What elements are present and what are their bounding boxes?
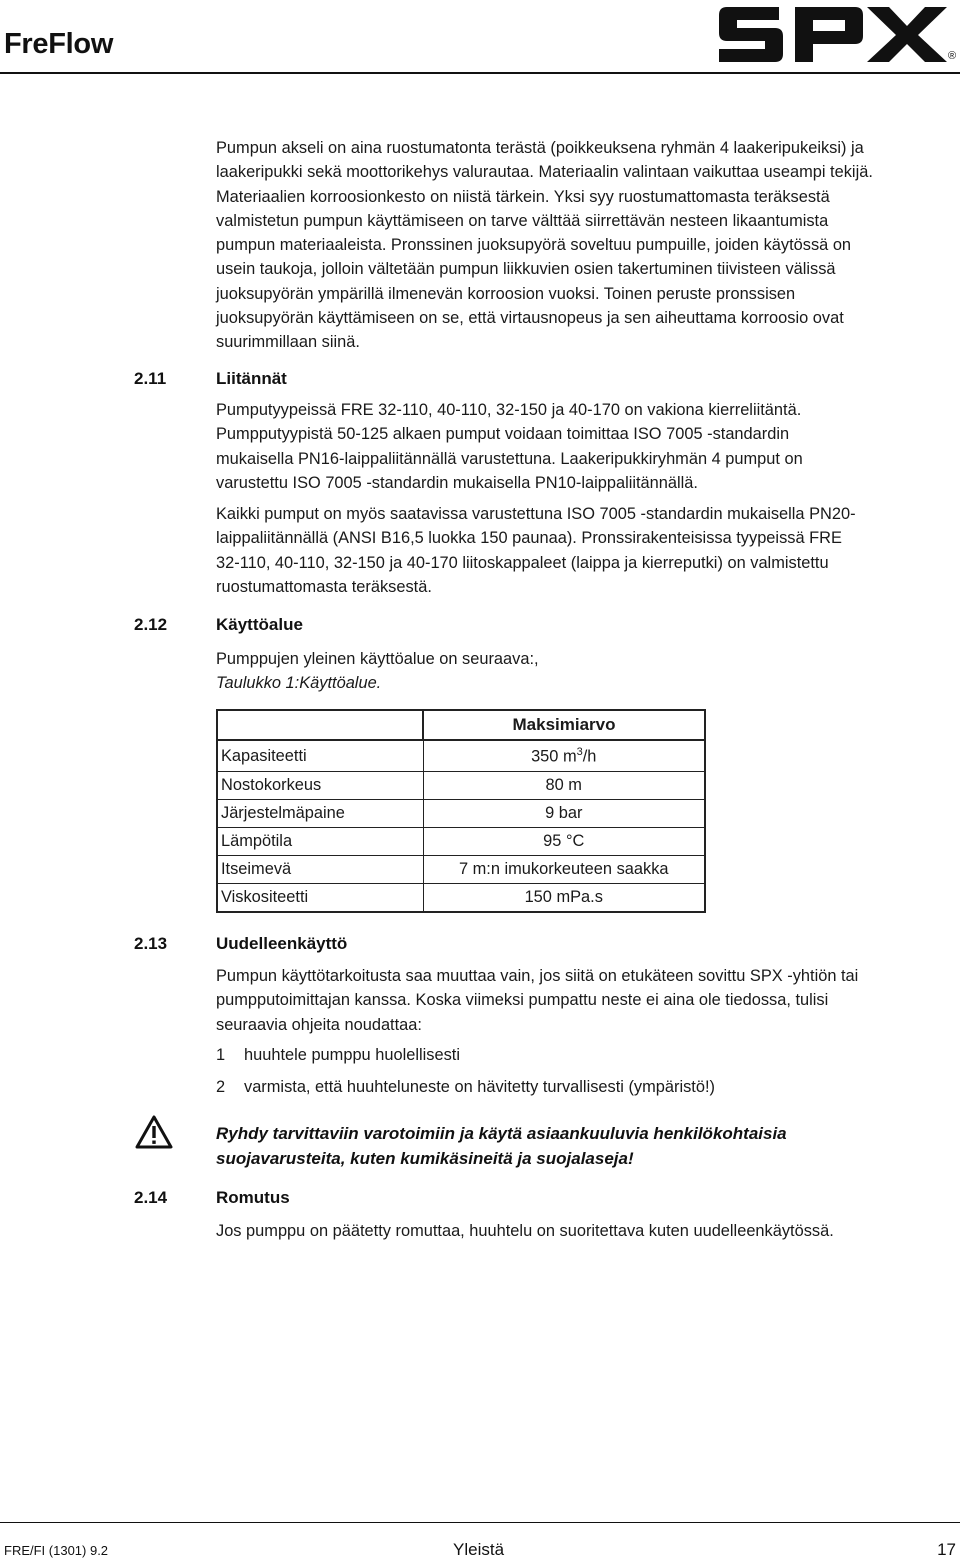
text-line: Pumpun akseli on aina ruostumatonta terästä (poikkeuksena ryhmän 4 laakeripukeiksi) ja [216,139,864,157]
text-line: ruostumattomasta teräksestä. [216,577,432,596]
text-line: Jos pumppu on päätetty romuttaa, huuhtelu on suoritettava kuten uudelleenkäytössä. [216,1222,834,1240]
row-label: Lämpötila [217,828,423,856]
scrapping-paragraph [216,1219,960,1243]
table-caption: Taulukko 1:Käyttöalue. [216,674,382,693]
row-value: 80 m [423,772,705,800]
section-heading: Liitännät [216,369,287,388]
text-line: laakeripukki sekä moottorikehys valurautaa. Materiaalin valintaan vaikuttaa useampi tekijä. [216,163,873,182]
table-row [217,828,705,856]
row-label: Järjestelmäpaine [217,800,423,828]
text-line: juoksupyörän käyttämiseen on se, että virtausnopeus ja sen aiheuttama korroosio ovat [216,309,844,328]
text-line: pumpputoimittajan kanssa. Koska viimeksi pumpattu neste ei aina ole tiedossa, tulisi [216,991,829,1010]
step-number: 1 [216,1046,226,1064]
section-heading: Romutus [216,1188,290,1207]
text-line: laippaliitännällä (ANSI B16,5 luokka 150 paunaa). Pronssirakenteisissa tyypeissä FRE [216,529,842,548]
text-line: mukaisella PN16-laippaliitännällä varustettuna. Laakeripukkiryhmän 4 pumput on [216,449,803,468]
text-line: Materiaalien korroosionkesto on niistä tärkein. Yksi syy ruostumattomasta teräksestä [216,187,830,206]
footer-section: Yleistä [453,1540,505,1559]
row-label: Itseimevä [217,856,423,884]
connections-paragraph-2 [216,502,960,599]
section-number: 2.11 [134,369,167,388]
table-row [217,856,705,884]
table-row [217,800,705,828]
text-line: juoksupyörän ympärillä ilmenevän korroosion vuoksi. Toinen peruste pronssisen [216,284,796,303]
warning-line: suojavarusteita, kuten kumikäsineitä ja suojalaseja! [216,1148,634,1168]
step-text: varmista, että huuhteluneste on hävitetty turvallisesti (ympäristö!) [244,1078,715,1096]
intro-paragraph [216,136,960,355]
row-label: Nostokorkeus [217,772,423,800]
table-row [217,884,705,913]
text-line: Pumputyypeissä FRE 32-110, 40-110, 32-150 ja 40-170 on vakiona kierreliitäntä. [216,401,802,419]
row-value: 7 m:n imukorkeuteen saakka [423,856,705,884]
step-text: huuhtele pumppu huolellisesti [244,1046,460,1064]
text-line: suurimmillaan siinä. [216,333,360,352]
row-label: Kapasiteetti [217,740,423,772]
step-number: 2 [216,1078,226,1096]
table-header-empty [217,710,423,740]
page-number: 17 [937,1540,956,1559]
text-line: 32-110, 40-110, 32-150 ja 40-170 liitoskappaleet (laippa ja kierreputki) on valmistettu [216,553,829,572]
section-number: 2.14 [134,1188,168,1207]
section-heading: Käyttöalue [216,615,303,634]
spx-logo [717,2,959,66]
registered-mark: ® [948,50,957,62]
text-line: Pumpun käyttötarkoitusta saa muuttaa vain, jos siitä on etukäteen sovittu SPX -yhtiön tai [216,967,859,985]
operating-range-intro [216,647,960,696]
warning-icon [134,1114,174,1150]
header-divider [0,72,960,74]
footer-divider [0,1522,960,1523]
reuse-paragraph [216,964,960,1037]
text-line: seuraavia ohjeita noudattaa: [216,1015,422,1034]
text-line: pumpun materiaaleista. Pronssinen juoksupyörä soveltuu pumpuille, joiden käytössä on [216,236,852,255]
row-value: 95 °C [423,828,705,856]
safety-warning [216,1122,960,1171]
text-line: Kaikki pumput on myös saatavissa varustettuna ISO 7005 -standardin mukaisella PN20- [216,505,856,523]
section-number: 2.13 [134,934,168,953]
text-line: valmistetun pumpun käyttämiseen on tarve välttää siirrettävän nesteen likaantumista [216,211,829,230]
row-value: 150 mPa.s [423,884,705,913]
section-number: 2.12 [134,615,168,634]
operating-range-table [216,709,706,913]
text-line: usein taukoja, jolloin vältetään pumpun liikkuvien osien takertuminen tiivisteen välissä [216,260,836,279]
table-header-row [217,710,705,740]
footer-doc-code: FRE/FI (1301) 9.2 [4,1543,109,1558]
section-heading: Uudelleenkäyttö [216,934,348,953]
text-line: Pumppujen yleinen käyttöalue on seuraava:, [216,650,539,668]
table-header-max-value: Maksimiarvo [423,710,705,740]
document-title: FreFlow [4,28,114,60]
text-line: varustettu ISO 7005 -standardin mukaisella PN10-laippaliitännällä. [216,473,698,492]
warning-line: Ryhdy tarvittaviin varotoimiin ja käytä asiaankuuluvia henkilökohtaisia [216,1124,787,1143]
text-line: Pumpputyypistä 50-125 alkaen pumput voidaan toimittaa ISO 7005 -standardin [216,425,790,444]
table-row [217,772,705,800]
row-label: Viskositeetti [217,884,423,913]
row-value: 9 bar [423,800,705,828]
row-value: 350 $m^3/h$ [423,740,705,772]
table-row [217,740,705,772]
connections-paragraph-1 [216,398,960,495]
